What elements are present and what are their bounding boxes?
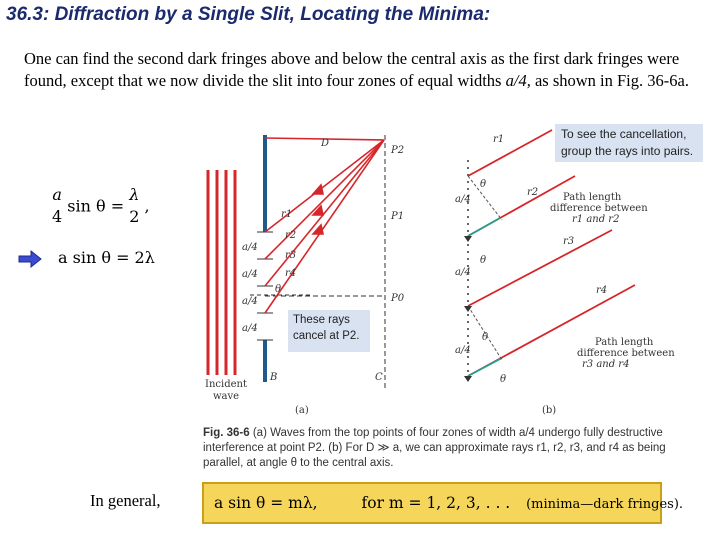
part-label-b: (b) <box>542 405 557 416</box>
label-c: C <box>375 372 383 383</box>
eq1-right-fraction <box>129 184 139 228</box>
theta-label: θ <box>275 284 282 295</box>
theta-b-label-2: θ <box>480 255 487 266</box>
eq1-left-fraction <box>52 184 62 228</box>
zone-ticks <box>464 236 472 382</box>
theta-b-label-3: θ <box>482 332 489 343</box>
eq1-tail: , <box>144 196 150 216</box>
figure-a-diagram <box>195 120 405 420</box>
figure-caption <box>203 426 683 471</box>
equation-quarter-slit <box>52 184 150 228</box>
equation-second-minimum: a sin θ = 2λ <box>58 248 155 267</box>
label-d: D <box>321 138 330 149</box>
label-b: B <box>270 372 278 383</box>
path-note-2-line3: r3 and r4 <box>582 359 630 370</box>
general-for-text: for m = 1, 2, 3, . . . <box>361 494 511 512</box>
general-formula: a sin θ = mλ, <box>214 494 318 512</box>
intro-text-after: as shown in Fig. 36-6a. <box>530 71 689 90</box>
path-note-2-line1: Path length <box>595 337 654 348</box>
intro-text-before: One can find the second dark fringes above and below the central axis as the first dark fringes were found, except that we now divide the slit into four zones of equal widths <box>24 49 680 90</box>
intro-width-symbol: a/4, <box>505 71 531 90</box>
zone-b-label-2: a/4 <box>455 267 471 278</box>
callout-rays-cancel <box>288 310 370 352</box>
zone-label-3: a/4 <box>242 296 258 307</box>
incident-wavefronts <box>208 170 235 375</box>
callout-b-line1: To see the cancellation, <box>561 127 687 141</box>
eq1-right-denominator: 2 <box>129 207 140 226</box>
path-note-2-line2: difference between <box>577 348 675 359</box>
incident-label-1: Incident <box>205 379 247 390</box>
zone-label-2: a/4 <box>242 269 258 280</box>
intro-paragraph <box>24 48 714 92</box>
general-note: (minima—dark fringes). <box>526 497 684 512</box>
theta-b-label-1: θ <box>480 179 487 190</box>
callout-group-pairs <box>555 124 703 162</box>
theta-b-label-4: θ <box>500 374 507 385</box>
caption-text: (a) Waves from the top points of four zones of width a/4 undergo fully destructive interference at point P2. (b) For D ≫ a, we can approximate rays r1, r2, r3, and r4 as being parallel, at angle θ to the central axis. <box>203 427 666 469</box>
ray-label-r4: r4 <box>285 268 297 279</box>
general-formula-box <box>202 482 684 524</box>
ray-b-label-r1: r1 <box>493 134 505 145</box>
label-p2: P2 <box>391 145 405 156</box>
ray-b-label-r4: r4 <box>596 285 608 296</box>
callout-a-line2: cancel at P2. <box>293 330 360 342</box>
zone-label-4: a/4 <box>242 323 258 334</box>
ray-label-r3: r3 <box>285 250 297 261</box>
ray-b-label-r3: r3 <box>563 236 575 247</box>
incident-label-2: wave <box>213 391 240 402</box>
eq1-left-denominator: 4 <box>52 207 63 226</box>
eq1-right-numerator: λ <box>129 185 140 204</box>
page-title: 36.3: Diffraction by a Single Slit, Locating the Minima: <box>6 4 491 25</box>
path-note-1-line1: Path length <box>563 192 622 203</box>
path-note-1-line2: difference between <box>550 203 648 214</box>
ray-label-r1: r1 <box>281 209 293 220</box>
pointer-arrow-icon <box>18 249 42 269</box>
zone-b-label-1: a/4 <box>455 194 471 205</box>
ray-b-label-r2: r2 <box>527 187 539 198</box>
part-label-a: (a) <box>295 405 309 416</box>
general-label: In general, <box>90 491 161 510</box>
eq1-middle: sin θ = <box>67 196 125 216</box>
zone-b-label-3: a/4 <box>455 345 471 356</box>
caption-fig-number: Fig. 36-6 <box>203 427 250 439</box>
label-p0: P0 <box>391 293 405 304</box>
path-note-1-line3: r1 and r2 <box>572 214 620 225</box>
eq1-left-numerator: a <box>52 185 62 204</box>
callout-b-line2: group the rays into pairs. <box>561 144 694 158</box>
rays-to-p2 <box>265 138 384 313</box>
ray-label-r2: r2 <box>285 230 297 241</box>
label-p1: P1 <box>391 211 405 222</box>
figure-b-diagram <box>440 120 705 420</box>
zone-label-1: a/4 <box>242 242 258 253</box>
callout-a-line1: These rays <box>293 314 350 326</box>
